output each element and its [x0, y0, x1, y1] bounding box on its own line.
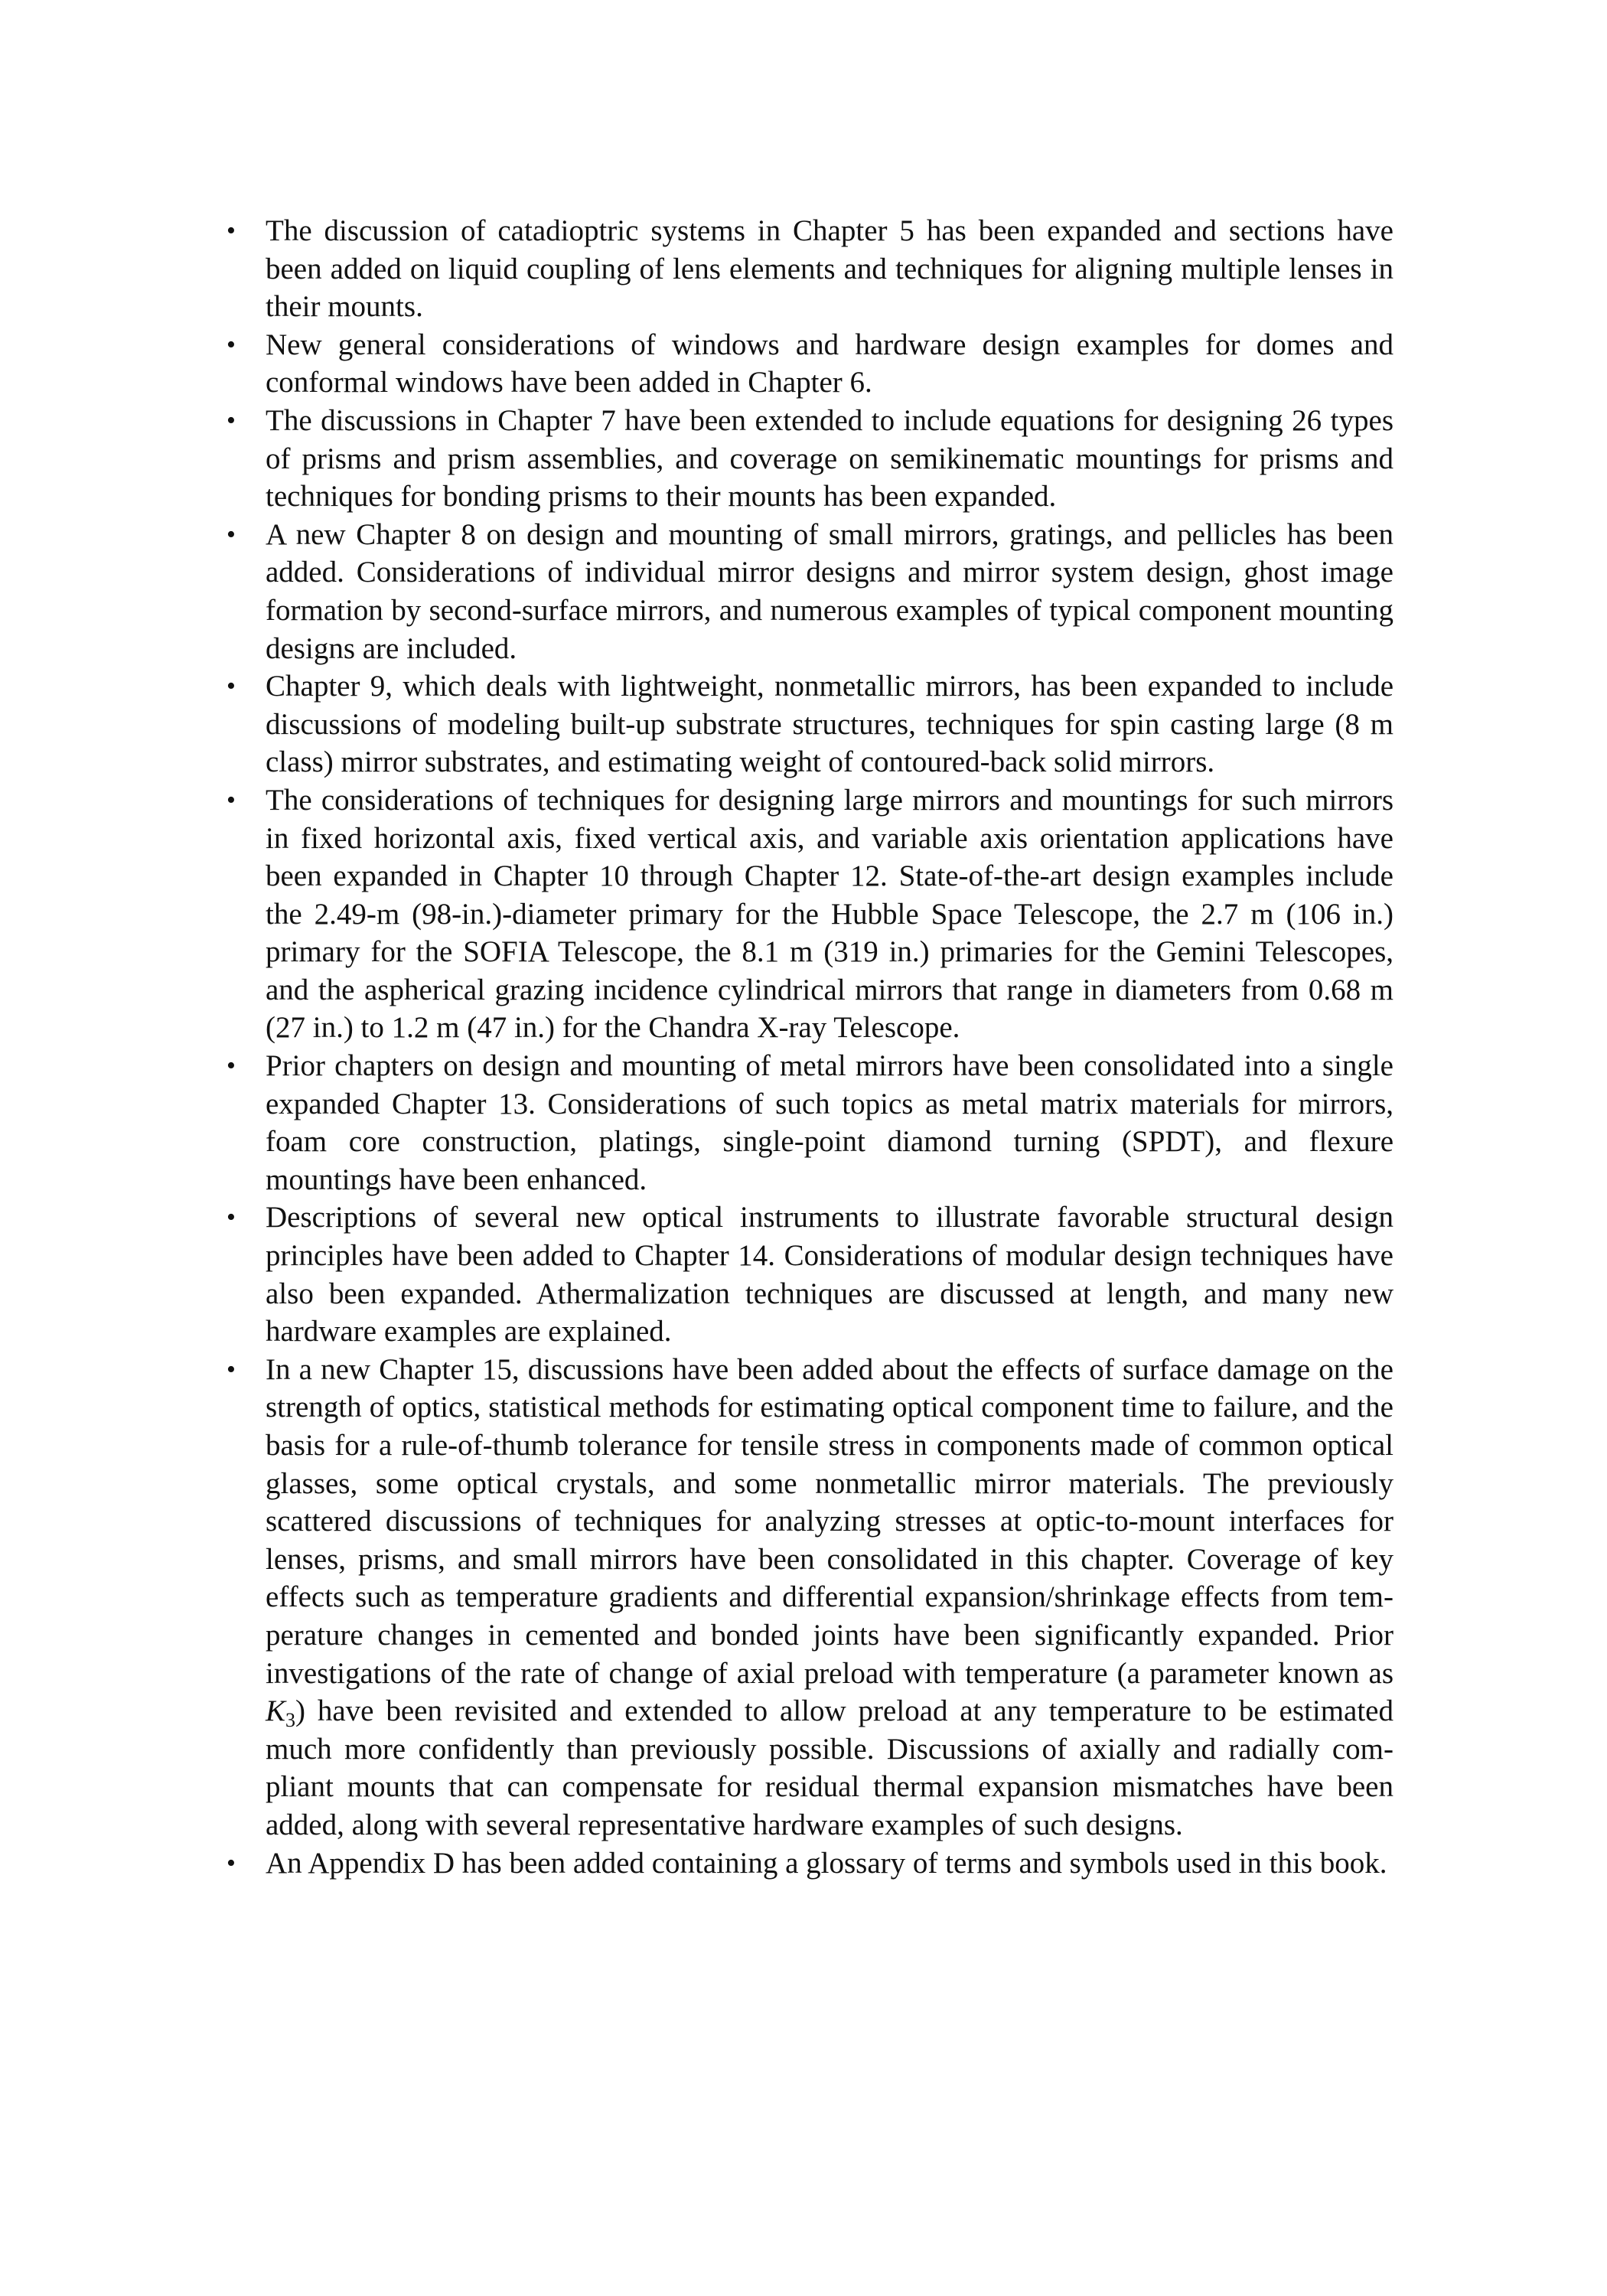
list-item — [223, 781, 1393, 1047]
bullet-icon: • — [227, 1355, 236, 1384]
bullet-icon: • — [227, 520, 236, 549]
list-item-text: Descriptions of several new optical instruments to illustrate favorable structural design principles have been added to Chapter 14. Considerations of modular design techniques have also been expanded. Athermalization techniques are discussed at length, and many new hardware examples are explained. — [266, 1201, 1393, 1349]
list-item — [223, 1047, 1393, 1199]
bullet-icon: • — [227, 1203, 236, 1232]
list-item-appendix — [223, 1844, 1393, 1883]
list-item-text: Chapter 9, which deals with lightweight, nonmetallic mirrors, has been expanded to include discussions of modeling built-up substrate structures, techniques for spin casting large (8 m class) mirror substrates, and estimating weight of contoured-back solid mirrors. — [266, 670, 1393, 779]
list-item-text: An Appendix D has been added containing a glossary of terms and symbols used in this book. — [266, 1846, 1387, 1880]
k3-subscript: 3 — [285, 1709, 296, 1732]
bullet-icon: • — [227, 672, 236, 701]
chapter-15-text-start: In a new Chapter 15, discussions have been added about the effects of surface damage on the strength of optics, statistical methods for estimating optical component time to failure, and the basis for a rule-of-thumb tolerance for tensile stress in components made of common optical glasses, some optical crystals, and some nonmetallic mirror materials. The previously scattered discussions of techniques for analyzing stresses at optic-to-mount interfaces for lenses, prisms, and small mirrors have been consolidated in this chapter. Coverage of key effects such as temperature gradients and differential expansion/shrinkage effects from temperature changes in cemented and bonded joints have been significantly expanded. Prior investigations of the rate of change of axial preload with temperature (a parameter known as — [266, 1352, 1393, 1690]
bullet-icon: • — [227, 1848, 236, 1877]
list-item-text: A new Chapter 8 on design and mounting of small mirrors, gratings, and pellicles has been added. Considerations of individual mirror designs and mirror system design, ghost image formation by second-surface mirrors, and numerous examples of typical component mounting designs are included. — [266, 517, 1393, 665]
list-item — [223, 212, 1393, 326]
list-item-text: The considerations of techniques for designing large mirrors and mountings for such mirrors in fixed horizontal axis, fixed vertical axis, and variable axis orientation applications have been expanded in Chapter 10 through Chapter 12. State-of-the-art design examples include the 2.49-m (98-in.)-diameter primary for the Hubble Space Telescope, the 2.7 m (106 in.) primary for the SOFIA Telescope, the 8.1 m (319 in.) primaries for the Gemini Telescopes, and the aspherical grazing incidence cylindrical mirrors that range in diameters from 0.68 m (27 in.) to 1.2 m (47 in.) for the Chandra X-ray Telescope. — [266, 783, 1393, 1045]
bullet-icon: • — [227, 785, 236, 814]
bullet-list — [223, 212, 1393, 1882]
bullet-icon: • — [227, 330, 236, 359]
list-item — [223, 516, 1393, 667]
list-item-text: The discussion of catadioptric systems in Chapter 5 has been expanded and sections have been added on liquid coupling of lens elements and techniques for aligning multiple lenses in their mounts. — [266, 214, 1393, 324]
chapter-15-text-end: ) have been revisited and extended to allow preload at any temperature to be estimated much more confidently than previously possible. Discussions of axially and radially compliant mounts that can compensate for residual thermal expansion mismatches have been added, along with several representative hardware examples of such designs. — [266, 1694, 1393, 1841]
list-item — [223, 1199, 1393, 1350]
list-item — [223, 667, 1393, 781]
bullet-icon: • — [227, 1052, 236, 1081]
list-item-chapter-15 — [223, 1351, 1393, 1844]
list-item-text: The discussions in Chapter 7 have been extended to include equations for designing 26 types of prisms and prism assemblies, and coverage on semikinematic mountings for prisms and techniques for bonding prisms to their mounts has been expanded. — [266, 403, 1393, 514]
list-item — [223, 326, 1393, 402]
list-item — [223, 402, 1393, 516]
bullet-icon: • — [227, 217, 236, 245]
k3-symbol: K — [266, 1694, 286, 1728]
bullet-icon: • — [227, 406, 236, 435]
list-item-text: New general considerations of windows and hardware design examples for domes and conformal windows have been added in Chapter 6. — [266, 328, 1393, 400]
list-item-text: Prior chapters on design and mounting of metal mirrors have been consolidated into a single expanded Chapter 13. Considerations of such topics as metal matrix materials for mirrors, foam core construction, platings, single-point diamond turning (SPDT), and flexure mountings have been enhanced. — [266, 1049, 1393, 1196]
list-item-text — [266, 1351, 1393, 1844]
